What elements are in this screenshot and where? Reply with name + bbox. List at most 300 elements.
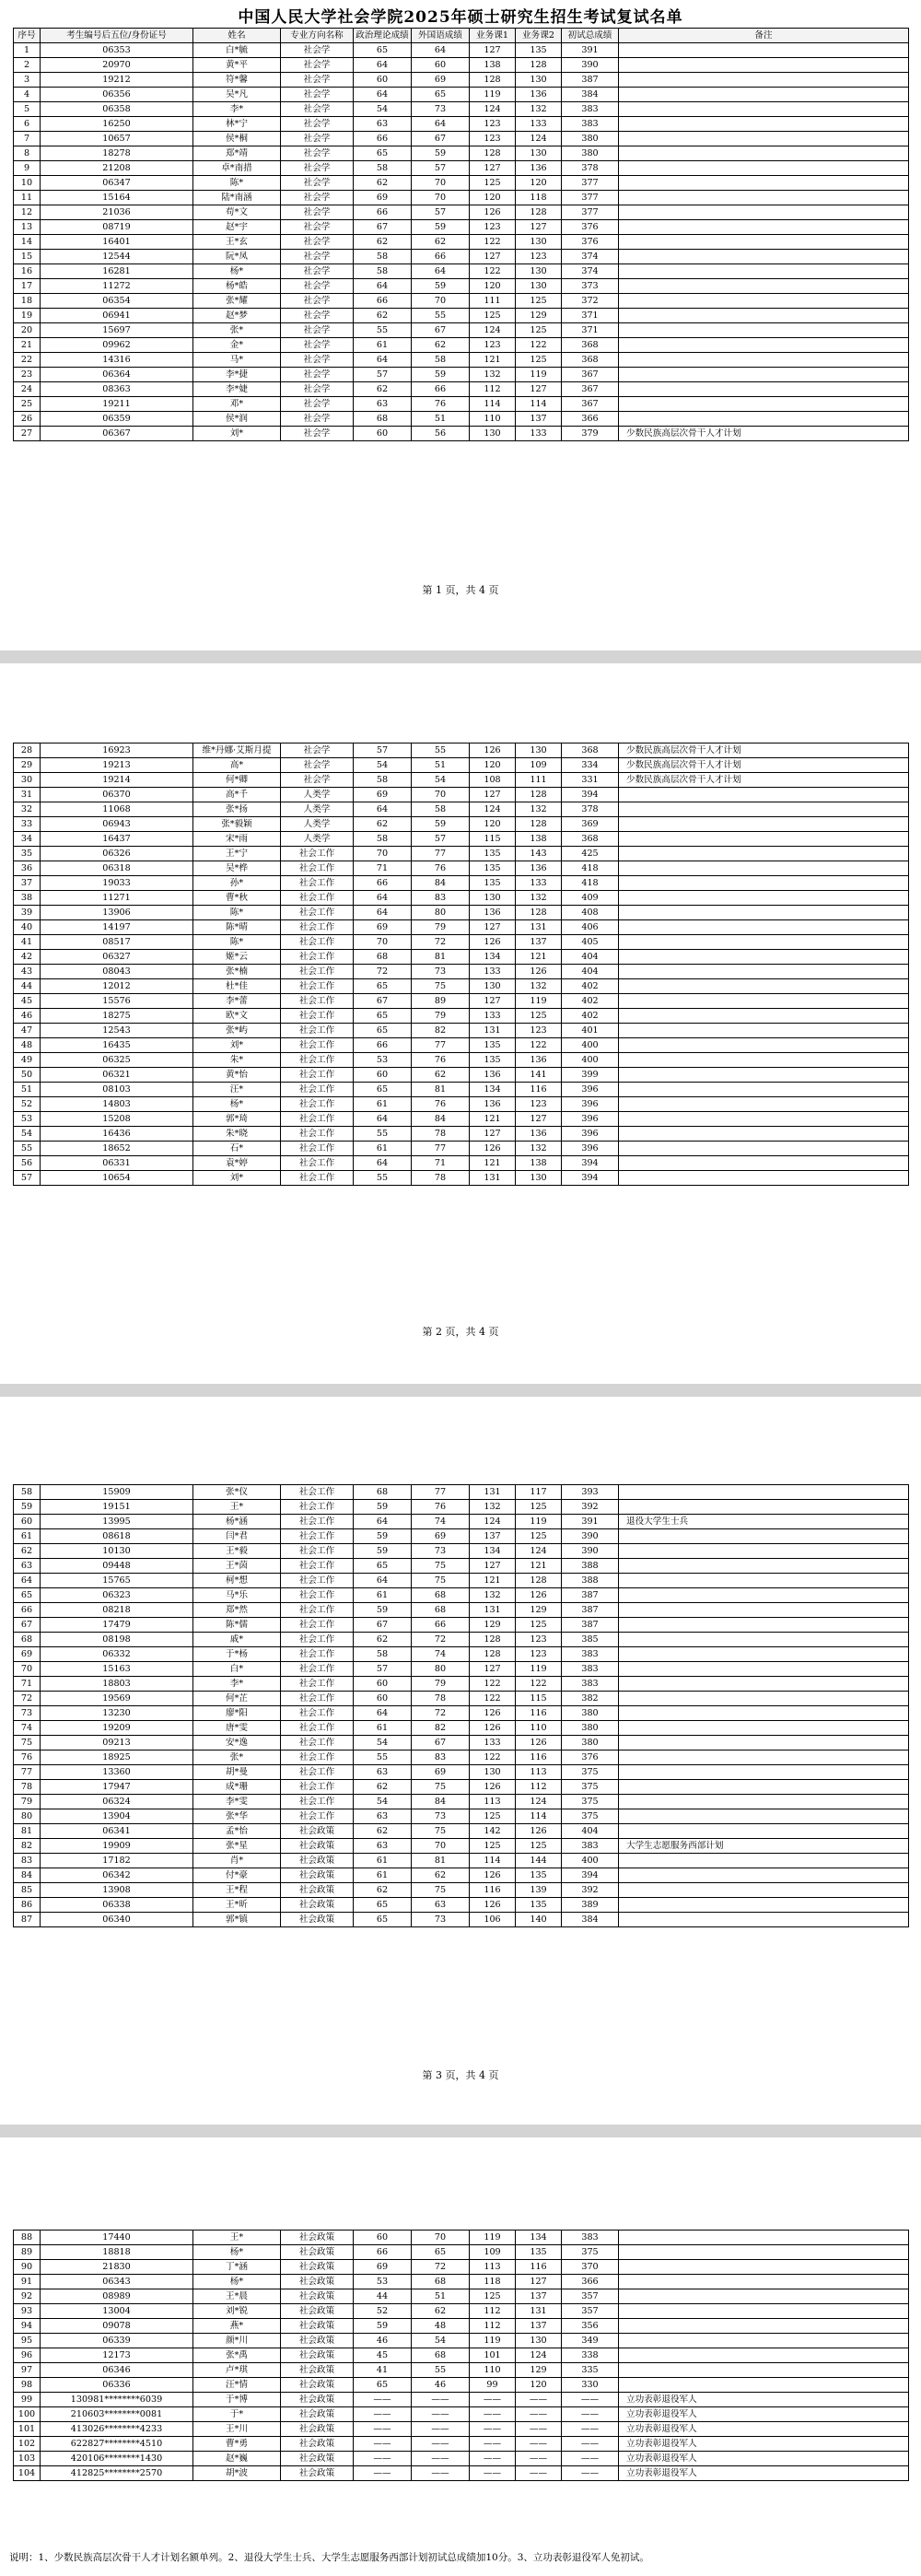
cell-course-1-score: 131 <box>470 1485 516 1500</box>
cell-politics-score: 61 <box>354 1097 412 1112</box>
cell-name: 杨*涵 <box>193 1515 281 1529</box>
header-course-1: 业务课1 <box>470 29 516 43</box>
cell-course-1-score: 130 <box>470 427 516 441</box>
cell-remark <box>619 1529 909 1544</box>
cell-seq: 37 <box>14 876 41 891</box>
cell-seq: 89 <box>14 2245 41 2260</box>
cell-remark <box>619 1603 909 1618</box>
cell-name: 柯*想 <box>193 1574 281 1588</box>
cell-course-1-score: 127 <box>470 161 516 176</box>
cell-total-score: —— <box>562 2466 619 2481</box>
cell-seq: 70 <box>14 1662 41 1677</box>
cell-seq: 56 <box>14 1156 41 1171</box>
cell-politics-score: 69 <box>354 191 412 205</box>
cell-remark <box>619 1633 909 1647</box>
cell-total-score: 380 <box>562 1706 619 1721</box>
cell-politics-score: 69 <box>354 920 412 935</box>
cell-remark: 少数民族高层次骨干人才计划 <box>619 744 909 758</box>
cell-exam-id: 19214 <box>41 773 193 788</box>
cell-course-1-score: 112 <box>470 382 516 397</box>
cell-foreign-lang-score: 69 <box>412 1529 470 1544</box>
cell-total-score: 380 <box>562 146 619 161</box>
cell-remark <box>619 1038 909 1053</box>
cell-politics-score: —— <box>354 2437 412 2452</box>
cell-foreign-lang-score: 81 <box>412 1083 470 1097</box>
cell-politics-score: —— <box>354 2407 412 2422</box>
cell-seq: 47 <box>14 1024 41 1038</box>
cell-name: 成*珊 <box>193 1780 281 1795</box>
cell-seq: 102 <box>14 2437 41 2452</box>
cell-course-2-score: 120 <box>516 176 562 191</box>
table-row <box>14 1677 909 1692</box>
cell-major: 社会政策 <box>281 2407 354 2422</box>
cell-exam-id: 15765 <box>41 1574 193 1588</box>
cell-foreign-lang-score: —— <box>412 2393 470 2407</box>
cell-politics-score: 57 <box>354 744 412 758</box>
cell-name: 欧*文 <box>193 1009 281 1024</box>
table-row <box>14 1721 909 1736</box>
cell-remark <box>619 1024 909 1038</box>
cell-remark <box>619 1765 909 1780</box>
table-row <box>14 309 909 323</box>
cell-total-score: 380 <box>562 132 619 146</box>
cell-exam-id: 19211 <box>41 397 193 412</box>
cell-foreign-lang-score: 77 <box>412 1142 470 1156</box>
table-row <box>14 1112 909 1127</box>
cell-seq: 95 <box>14 2334 41 2348</box>
cell-course-1-score: —— <box>470 2393 516 2407</box>
cell-seq: 1 <box>14 43 41 58</box>
cell-politics-score: 63 <box>354 1839 412 1854</box>
cell-politics-score: 64 <box>354 353 412 368</box>
cell-exam-id: 18925 <box>41 1751 193 1765</box>
cell-name: 李* <box>193 102 281 117</box>
cell-total-score: 380 <box>562 1721 619 1736</box>
cell-foreign-lang-score: 62 <box>412 1068 470 1083</box>
cell-seq: 11 <box>14 191 41 205</box>
cell-course-1-score: 136 <box>470 906 516 920</box>
cell-foreign-lang-score: 81 <box>412 1854 470 1868</box>
cell-course-1-score: 120 <box>470 758 516 773</box>
cell-seq: 26 <box>14 412 41 427</box>
cell-seq: 76 <box>14 1751 41 1765</box>
cell-major: 社会学 <box>281 427 354 441</box>
cell-major: 社会工作 <box>281 1795 354 1809</box>
cell-politics-score: 54 <box>354 102 412 117</box>
cell-name: 阮*凤 <box>193 250 281 264</box>
cell-politics-score: 44 <box>354 2289 412 2304</box>
cell-name: 苟*文 <box>193 205 281 220</box>
table-row <box>14 220 909 235</box>
cell-total-score: 356 <box>562 2319 619 2334</box>
cell-seq: 45 <box>14 994 41 1009</box>
cell-name: 张*星 <box>193 1839 281 1854</box>
cell-politics-score: 53 <box>354 2275 412 2289</box>
cell-course-1-score: 111 <box>470 294 516 309</box>
cell-course-1-score: 130 <box>470 1765 516 1780</box>
table-row <box>14 2452 909 2466</box>
cell-foreign-lang-score: 60 <box>412 58 470 73</box>
cell-total-score: 383 <box>562 2231 619 2245</box>
cell-foreign-lang-score: 80 <box>412 1662 470 1677</box>
cell-exam-id: 19909 <box>41 1839 193 1854</box>
cell-total-score: 383 <box>562 117 619 132</box>
cell-foreign-lang-score: 46 <box>412 2378 470 2393</box>
cell-foreign-lang-score: 70 <box>412 2231 470 2245</box>
table-row <box>14 1795 909 1809</box>
table-row <box>14 1515 909 1529</box>
table-row <box>14 1500 909 1515</box>
cell-name: 丁*涵 <box>193 2260 281 2275</box>
cell-politics-score: 68 <box>354 950 412 965</box>
cell-seq: 84 <box>14 1868 41 1883</box>
cell-total-score: 394 <box>562 1156 619 1171</box>
cell-exam-id: 19209 <box>41 1721 193 1736</box>
cell-major: 社会学 <box>281 758 354 773</box>
cell-course-2-score: 137 <box>516 935 562 950</box>
table-row <box>14 1038 909 1053</box>
cell-name: 汪* <box>193 1083 281 1097</box>
cell-exam-id: 15164 <box>41 191 193 205</box>
cell-seq: 3 <box>14 73 41 88</box>
cell-politics-score: 59 <box>354 1544 412 1559</box>
cell-politics-score: 64 <box>354 1706 412 1721</box>
cell-total-score: 369 <box>562 817 619 832</box>
cell-name: 姬*云 <box>193 950 281 965</box>
cell-major: 社会工作 <box>281 1809 354 1824</box>
cell-course-1-score: 124 <box>470 802 516 817</box>
cell-course-1-score: 106 <box>470 1913 516 1927</box>
cell-major: 社会学 <box>281 250 354 264</box>
cell-foreign-lang-score: 72 <box>412 2260 470 2275</box>
cell-politics-score: 55 <box>354 1171 412 1186</box>
cell-exam-id: 09078 <box>41 2319 193 2334</box>
cell-name: 张*扬 <box>193 802 281 817</box>
cell-politics-score: 64 <box>354 1574 412 1588</box>
cell-total-score: 404 <box>562 1824 619 1839</box>
cell-name: 孙* <box>193 876 281 891</box>
cell-name: 黄*怡 <box>193 1068 281 1083</box>
cell-foreign-lang-score: 76 <box>412 861 470 876</box>
cell-total-score: 387 <box>562 73 619 88</box>
cell-seq: 32 <box>14 802 41 817</box>
cell-total-score: 394 <box>562 1171 619 1186</box>
cell-major: 社会政策 <box>281 1824 354 1839</box>
cell-remark <box>619 1009 909 1024</box>
cell-foreign-lang-score: 70 <box>412 176 470 191</box>
cell-major: 社会政策 <box>281 2437 354 2452</box>
cell-remark <box>619 906 909 920</box>
cell-seq: 100 <box>14 2407 41 2422</box>
cell-course-1-score: 132 <box>470 1588 516 1603</box>
table-row <box>14 744 909 758</box>
cell-foreign-lang-score: 62 <box>412 1868 470 1883</box>
cell-total-score: 401 <box>562 1024 619 1038</box>
cell-total-score: 387 <box>562 1618 619 1633</box>
cell-course-2-score: 119 <box>516 994 562 1009</box>
cell-total-score: 368 <box>562 353 619 368</box>
cell-exam-id: 16437 <box>41 832 193 847</box>
cell-course-1-score: 112 <box>470 2319 516 2334</box>
cell-major: 社会学 <box>281 102 354 117</box>
cell-course-2-score: 135 <box>516 1898 562 1913</box>
cell-name: 王*玄 <box>193 235 281 250</box>
cell-exam-id: 13904 <box>41 1809 193 1824</box>
cell-politics-score: 66 <box>354 132 412 146</box>
cell-politics-score: 63 <box>354 1765 412 1780</box>
cell-exam-id: 06326 <box>41 847 193 861</box>
cell-course-1-score: 131 <box>470 1603 516 1618</box>
cell-total-score: 384 <box>562 88 619 102</box>
table-row <box>14 1618 909 1633</box>
cell-remark <box>619 1068 909 1083</box>
cell-exam-id: 210603********0081 <box>41 2407 193 2422</box>
cell-foreign-lang-score: 78 <box>412 1171 470 1186</box>
cell-total-score: —— <box>562 2437 619 2452</box>
cell-seq: 54 <box>14 1127 41 1142</box>
cell-total-score: 375 <box>562 1765 619 1780</box>
cell-exam-id: 622827********4510 <box>41 2437 193 2452</box>
cell-name: 张*屿 <box>193 1024 281 1038</box>
cell-course-1-score: 126 <box>470 205 516 220</box>
cell-foreign-lang-score: 68 <box>412 1588 470 1603</box>
cell-name: 何*芷 <box>193 1692 281 1706</box>
cell-name: 王* <box>193 2231 281 2245</box>
cell-foreign-lang-score: 81 <box>412 950 470 965</box>
page-footer-3: 第 3 页，共 4 页 <box>422 2069 499 2081</box>
cell-exam-id: 06943 <box>41 817 193 832</box>
cell-foreign-lang-score: —— <box>412 2466 470 2481</box>
cell-foreign-lang-score: 48 <box>412 2319 470 2334</box>
cell-exam-id: 19212 <box>41 73 193 88</box>
cell-foreign-lang-score: 67 <box>412 1736 470 1751</box>
cell-foreign-lang-score: 54 <box>412 773 470 788</box>
cell-remark <box>619 353 909 368</box>
cell-total-score: 372 <box>562 294 619 309</box>
cell-major: 社会学 <box>281 412 354 427</box>
cell-course-2-score: 119 <box>516 1662 562 1677</box>
cell-exam-id: 16401 <box>41 235 193 250</box>
cell-foreign-lang-score: 77 <box>412 1038 470 1053</box>
cell-course-2-score: 121 <box>516 1559 562 1574</box>
cell-major: 社会工作 <box>281 1171 354 1186</box>
cell-course-1-score: 135 <box>470 876 516 891</box>
cell-major: 社会工作 <box>281 1053 354 1068</box>
cell-course-2-score: 113 <box>516 1765 562 1780</box>
cell-name: 卓*南措 <box>193 161 281 176</box>
table-row <box>14 1692 909 1706</box>
cell-course-1-score: 126 <box>470 1868 516 1883</box>
cell-exam-id: 18275 <box>41 1009 193 1024</box>
cell-name: 曹*勇 <box>193 2437 281 2452</box>
cell-course-2-score: 124 <box>516 1544 562 1559</box>
cell-name: 刘* <box>193 1038 281 1053</box>
table-row <box>14 1529 909 1544</box>
table-row <box>14 1068 909 1083</box>
cell-foreign-lang-score: 71 <box>412 1156 470 1171</box>
table-row <box>14 1603 909 1618</box>
cell-remark <box>619 847 909 861</box>
table-row <box>14 1024 909 1038</box>
cell-politics-score: 65 <box>354 1009 412 1024</box>
table-row <box>14 906 909 920</box>
cell-politics-score: 72 <box>354 965 412 979</box>
cell-politics-score: 65 <box>354 1083 412 1097</box>
table-row <box>14 397 909 412</box>
cell-course-1-score: 116 <box>470 1883 516 1898</box>
cell-course-1-score: 142 <box>470 1824 516 1839</box>
cell-course-1-score: 122 <box>470 1692 516 1706</box>
cell-foreign-lang-score: 57 <box>412 832 470 847</box>
cell-course-1-score: 127 <box>470 788 516 802</box>
cell-seq: 69 <box>14 1647 41 1662</box>
cell-politics-score: 65 <box>354 1898 412 1913</box>
table-row <box>14 2437 909 2452</box>
cell-foreign-lang-score: 58 <box>412 353 470 368</box>
cell-name: 安*逸 <box>193 1736 281 1751</box>
cell-major: 社会政策 <box>281 1868 354 1883</box>
cell-politics-score: 54 <box>354 1736 412 1751</box>
header-remark: 备注 <box>619 29 909 43</box>
cell-name: 张*华 <box>193 1809 281 1824</box>
cell-name: 王*宁 <box>193 847 281 861</box>
cell-total-score: 370 <box>562 2260 619 2275</box>
cell-foreign-lang-score: 82 <box>412 1024 470 1038</box>
cell-major: 社会学 <box>281 191 354 205</box>
cell-course-1-score: 128 <box>470 73 516 88</box>
cell-remark <box>619 1083 909 1097</box>
cell-seq: 74 <box>14 1721 41 1736</box>
cell-course-2-score: 121 <box>516 950 562 965</box>
cell-foreign-lang-score: 55 <box>412 744 470 758</box>
cell-name: 郭*琦 <box>193 1112 281 1127</box>
cell-exam-id: 06354 <box>41 294 193 309</box>
cell-major: 社会政策 <box>281 2245 354 2260</box>
cell-remark <box>619 1736 909 1751</box>
cell-course-2-score: 136 <box>516 1127 562 1142</box>
cell-total-score: 396 <box>562 1127 619 1142</box>
cell-remark <box>619 1706 909 1721</box>
cell-course-2-score: 141 <box>516 1068 562 1083</box>
candidate-table-page-1 <box>13 28 909 441</box>
cell-total-score: 400 <box>562 1854 619 1868</box>
cell-exam-id: 16435 <box>41 1038 193 1053</box>
cell-exam-id: 17479 <box>41 1618 193 1633</box>
cell-remark: 立功表彰退役军人 <box>619 2422 909 2437</box>
cell-course-1-score: 123 <box>470 132 516 146</box>
cell-name: 李*婕 <box>193 382 281 397</box>
cell-seq: 44 <box>14 979 41 994</box>
cell-course-2-score: 125 <box>516 1618 562 1633</box>
cell-exam-id: 06323 <box>41 1588 193 1603</box>
cell-course-1-score: 110 <box>470 2363 516 2378</box>
cell-seq: 41 <box>14 935 41 950</box>
cell-name: 于*博 <box>193 2393 281 2407</box>
cell-politics-score: 64 <box>354 58 412 73</box>
cell-major: 社会工作 <box>281 876 354 891</box>
cell-course-2-score: 116 <box>516 2260 562 2275</box>
cell-exam-id: 08043 <box>41 965 193 979</box>
cell-name: 张*禹 <box>193 2348 281 2363</box>
cell-major: 人类学 <box>281 817 354 832</box>
cell-course-1-score: 125 <box>470 309 516 323</box>
cell-politics-score: 65 <box>354 2378 412 2393</box>
cell-seq: 104 <box>14 2466 41 2481</box>
cell-seq: 5 <box>14 102 41 117</box>
cell-course-1-score: —— <box>470 2422 516 2437</box>
cell-politics-score: 63 <box>354 397 412 412</box>
cell-remark <box>619 205 909 220</box>
table-row <box>14 58 909 73</box>
cell-remark <box>619 309 909 323</box>
cell-major: 社会政策 <box>281 2393 354 2407</box>
cell-politics-score: 59 <box>354 1529 412 1544</box>
cell-exam-id: 12173 <box>41 2348 193 2363</box>
cell-course-1-score: 127 <box>470 920 516 935</box>
cell-exam-id: 13004 <box>41 2304 193 2319</box>
cell-foreign-lang-score: 55 <box>412 2363 470 2378</box>
header-name: 姓名 <box>193 29 281 43</box>
cell-exam-id: 15697 <box>41 323 193 338</box>
cell-foreign-lang-score: 83 <box>412 891 470 906</box>
cell-exam-id: 17440 <box>41 2231 193 2245</box>
cell-exam-id: 10657 <box>41 132 193 146</box>
cell-course-2-score: —— <box>516 2437 562 2452</box>
cell-major: 社会学 <box>281 220 354 235</box>
cell-course-2-score: 124 <box>516 132 562 146</box>
cell-foreign-lang-score: 82 <box>412 1721 470 1736</box>
cell-course-1-score: —— <box>470 2466 516 2481</box>
cell-politics-score: —— <box>354 2393 412 2407</box>
cell-name: 张* <box>193 323 281 338</box>
cell-course-1-score: 136 <box>470 1068 516 1083</box>
cell-total-score: 366 <box>562 2275 619 2289</box>
cell-remark <box>619 2378 909 2393</box>
cell-remark <box>619 2304 909 2319</box>
cell-course-1-score: 134 <box>470 950 516 965</box>
cell-course-1-score: 128 <box>470 1633 516 1647</box>
cell-foreign-lang-score: 70 <box>412 191 470 205</box>
table-row <box>14 832 909 847</box>
cell-exam-id: 06342 <box>41 1868 193 1883</box>
cell-total-score: 349 <box>562 2334 619 2348</box>
cell-course-1-score: 138 <box>470 58 516 73</box>
cell-course-1-score: 126 <box>470 744 516 758</box>
cell-major: 社会学 <box>281 397 354 412</box>
cell-total-score: 396 <box>562 1142 619 1156</box>
cell-remark <box>619 1692 909 1706</box>
cell-exam-id: 06343 <box>41 2275 193 2289</box>
cell-politics-score: —— <box>354 2422 412 2437</box>
cell-name: 王*川 <box>193 2422 281 2437</box>
cell-major: 人类学 <box>281 832 354 847</box>
cell-foreign-lang-score: 84 <box>412 1112 470 1127</box>
cell-politics-score: 58 <box>354 832 412 847</box>
cell-foreign-lang-score: 51 <box>412 412 470 427</box>
cell-course-2-score: 124 <box>516 2348 562 2363</box>
cell-politics-score: 60 <box>354 73 412 88</box>
cell-politics-score: 67 <box>354 994 412 1009</box>
cell-course-1-score: 122 <box>470 235 516 250</box>
cell-exam-id: 15163 <box>41 1662 193 1677</box>
cell-total-score: —— <box>562 2393 619 2407</box>
cell-total-score: 367 <box>562 368 619 382</box>
table-row <box>14 1913 909 1927</box>
cell-major: 社会政策 <box>281 1898 354 1913</box>
cell-politics-score: 71 <box>354 861 412 876</box>
cell-name: 王*程 <box>193 1883 281 1898</box>
cell-course-2-score: 129 <box>516 1603 562 1618</box>
